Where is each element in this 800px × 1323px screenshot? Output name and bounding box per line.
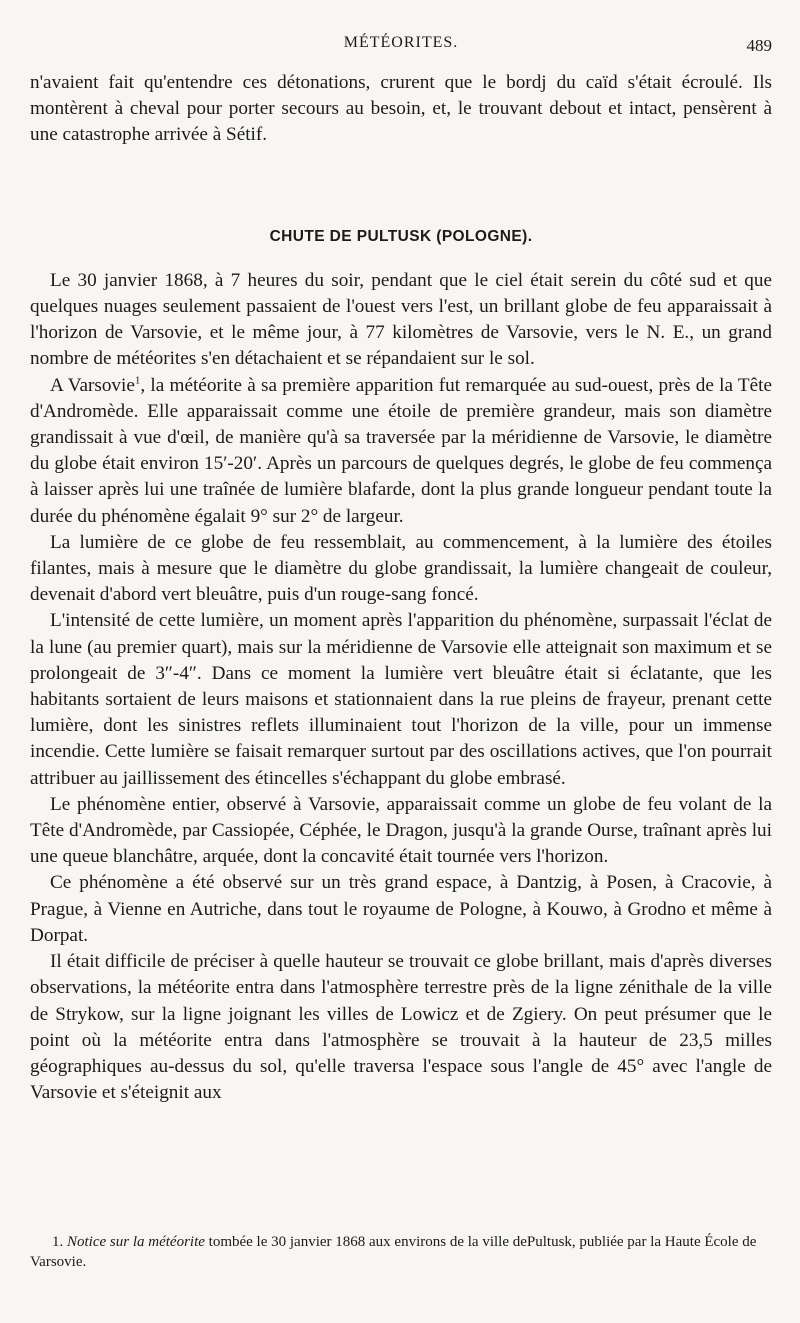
paragraph-2 [30, 373, 772, 530]
paragraph-2-rest: , la météorite à sa première apparition fut remarquée au sud-ouest, près de la Tête d'Andromède. Elle apparaissait comme une étoile de première grandeur, mais son diamètre grandissait à vue d'œil, de manière qu'à sa traversée par la méridienne de Varsovie, le diamètre du globe était environ 15′-20′. Après un parcours de quelques degrés, le globe de feu commença à laisser après lui une traînée de lumière blafarde, dont la plus grande longueur pendant toute la durée du phénomène égalait 9° sur 2° de largeur. [30, 374, 772, 527]
paragraph-6: Ce phénomène a été observé sur un très grand espace, à Dantzig, à Posen, à Cracovie, à Prague, à Vienne en Autriche, dans tout le royaume de Pologne, à Kouwo, à Grodno et même à Dorpat. [30, 872, 772, 946]
section-title: CHUTE DE PULTUSK (POLOGNE). [269, 227, 533, 245]
running-title: MÉTÉORITES. [343, 34, 459, 51]
footnote-text: tombée le 30 janvier 1868 aux environs de la ville dePultusk, publiée par la Haute École de Varsovie. [30, 1234, 757, 1270]
footnote-1 [30, 1232, 772, 1272]
footnotes [30, 1232, 772, 1272]
paragraph-7: Il était difficile de préciser à quelle hauteur se trouvait ce globe brillant, mais d'après diverses observations, la météorite entra dans l'atmosphère terrestre près de la ligne zénithale de la ville de Strykow, sur la ligne joignant les villes de Lowicz et de Zgiery. On peut présumer que le point où la météorite entra dans l'atmosphère se trouvait à la hauteur de 23,5 milles géographiques au-dessus du sol, qu'elle traversa l'espace sous l'angle de 45° avec l'angle de Varsovie et s'éteignit aux [30, 951, 772, 1104]
page-number: 489 [746, 36, 772, 55]
paragraph-2-start: A Varsovie [50, 374, 135, 396]
paragraph-5: Le phénomène entier, observé à Varsovie, apparaissait comme un globe de feu volant de la Tête d'Andromède, par Cassiopée, Céphée, le Dragon, jusqu'à la grande Ourse, traînant après lui une queue blanchâtre, arquée, dont la concavité était tournée vers l'horizon. [30, 793, 772, 868]
footnote-italic-title: Notice sur la météorite [67, 1234, 205, 1250]
running-head [30, 34, 772, 60]
paragraph-1: Le 30 janvier 1868, à 7 heures du soir, pendant que le ciel était serein du côté sud et que quelques nuages seulement passaient de l'ouest vers l'est, un brillant globe de feu apparaissait à l'horizon de Varsovie, et le même jour, à 77 kilomètres de Varsovie, vers le N. E., un grand nombre de météorites s'en détachaient et se répandaient sur le sol. [30, 269, 772, 370]
body-text [30, 70, 772, 1106]
footnote-number: 1. [52, 1234, 64, 1250]
paragraph-continuation: n'avaient fait qu'entendre ces détonations, crurent que le bordj du caïd s'était écroulé. Ils montèrent à cheval pour porter secours au besoin, et, le trouvant debout et intact, pensèrent à une catastrophe arrivée à Sétif. [30, 72, 772, 146]
paragraph-4: L'intensité de cette lumière, un moment après l'apparition du phénomène, surpassait l'éclat de la lune (au premier quart), mais sur la méridienne de Varsovie elle atteignait son maximum et se prolongeait de 3″-4″. Dans ce moment la lumière vert bleuâtre était si éclatante, que les habitants sortaient de leurs maisons et stationnaient dans la rue pleins de frayeur, prenant cette lumière, dont les sinistres reflets illuminaient tout l'horizon de la ville, pour un immense incendie. Cette lumière se faisait remarquer surtout par des oscillations actives, que l'on pourrait attribuer au jaillissement des étincelles s'échappant du globe embrasé. [30, 610, 772, 789]
paragraph-3: La lumière de ce globe de feu ressemblait, au commencement, à la lumière des étoiles filantes, mais à mesure que le diamètre du globe grandissait, la lumière changeait de couleur, devenait d'abord vert bleuâtre, puis d'un rouge-sang foncé. [30, 531, 772, 606]
footnote-reference: 1 [134, 374, 141, 387]
